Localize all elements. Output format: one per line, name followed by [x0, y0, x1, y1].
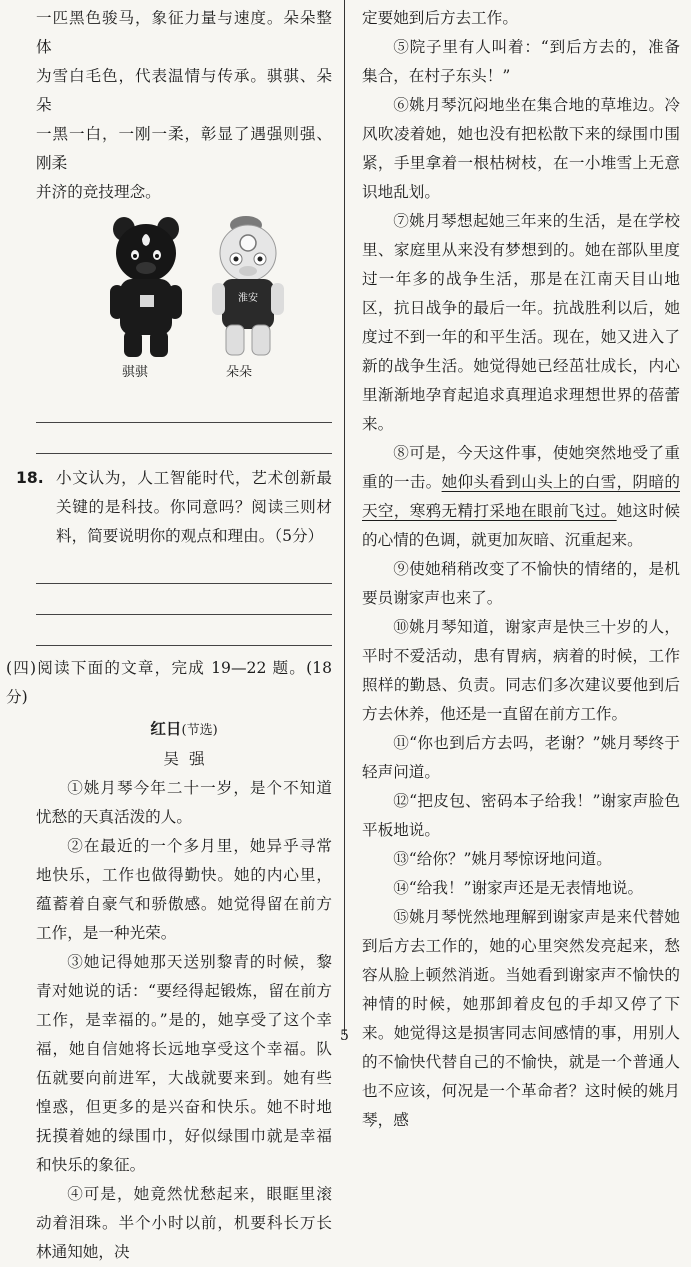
paragraph-4-continued: 定要她到后方去工作。	[362, 9, 518, 27]
mascot-shirt-text: 淮安	[238, 293, 258, 304]
paragraph-3: ③她记得她那天送别黎青的时候，黎青对她说的话：“要经得起锻炼，留在前方工作，是幸福的。”是的，她享受了这个幸福，她自信她将长远地享受这个幸福。队伍就要向前进军，大战就要来到。她有些惶惑，但更多的是兴奋和快乐。她不时地抚摸着她的绿围巾，好似绿围巾就是幸福和快乐的象征。	[36, 953, 332, 1174]
left-column	[6, 4, 332, 1267]
paragraph-14: ⑭“给我！”谢家声还是无表情地说。	[393, 879, 644, 897]
answer-lines-18	[36, 553, 332, 646]
question-18	[16, 464, 332, 551]
page-number: 5	[340, 1028, 349, 1044]
answer-line[interactable]	[36, 423, 332, 454]
paragraph-11: ⑪“你也到后方去吗，老谢？”姚月琴终于轻声问道。	[362, 734, 680, 781]
paragraph-1: ①姚月琴今年二十一岁，是个不知道忧愁的天真活泼的人。	[36, 779, 332, 826]
question-text: 小文认为，人工智能时代，艺术创新最关键的是科技。你同意吗？阅读三则材料，简要说明你的观点和理由。（5分）	[56, 469, 332, 545]
paragraph-4: ④可是，她竟然忧愁起来，眼眶里滚动着泪珠。半个小时以前，机要科长万长林通知她，决	[36, 1185, 332, 1261]
article-title	[36, 714, 332, 745]
paragraph-13: ⑬“给你？”姚月琴惊讶地问道。	[393, 850, 612, 868]
paragraph-9: ⑨使她稍稍改变了不愉快的情绪的，是机要员谢家声也来了。	[362, 560, 680, 607]
intro-line: 为雪白毛色，代表温情与传承。骐骐、朵朵	[36, 67, 332, 114]
article-title-note: (节选)	[181, 723, 218, 738]
paragraph-12: ⑫“把皮包、密码本子给我！”谢家声脸色平板地说。	[362, 792, 680, 839]
intro-line: 一匹黑色骏马，象征力量与速度。朵朵整体	[36, 9, 332, 56]
mascot-label-duoduo: 朵朵	[226, 365, 253, 380]
answer-line[interactable]	[36, 584, 332, 615]
article-author: 吴强	[163, 750, 215, 768]
underlined-sentence: 她仰头看到山头上的白雪，阴暗的天空，寒鸦无精打采地在眼前飞过。	[362, 473, 680, 520]
paragraph-8-start: ⑧可是，今天这件事，使她突然地受了重重的一击。	[362, 444, 680, 491]
paragraph-8-end: 她这时候的心情的色调，就更加灰暗、沉重起来。	[362, 502, 680, 549]
qiqi-mascot-image	[106, 215, 186, 360]
answer-line[interactable]	[36, 392, 332, 423]
paragraph-8	[362, 439, 680, 555]
paragraph-5: ⑤院子里有人叫着：“到后方去的，准备集合，在村子东头！”	[362, 38, 680, 85]
intro-line: 一黑一白，一刚一柔，彰显了遇强则强、刚柔	[36, 125, 332, 172]
intro-line: 并济的竞技理念。	[36, 183, 161, 201]
answer-line[interactable]	[36, 615, 332, 646]
section-heading: (四)阅读下面的文章，完成 19—22 题。(18 分)	[6, 659, 332, 706]
answer-lines-17	[36, 392, 332, 454]
answer-line[interactable]	[36, 553, 332, 584]
question-number: 18.	[16, 469, 44, 487]
right-column	[362, 4, 680, 1135]
mascot-figures	[36, 215, 332, 390]
paragraph-2: ②在最近的一个多月里，她异乎寻常地快乐，工作也做得勤快。她的内心里，蕴蓄着自豪气和骄傲感。她觉得留在前方工作，是一种光荣。	[36, 837, 332, 942]
column-divider	[344, 0, 345, 1035]
article-title-text: 红日	[150, 719, 182, 738]
paragraph-15: ⑮姚月琴恍然地理解到谢家声是来代替她到后方去工作的，她的心里突然发亮起来，愁容从脸上顿然消逝。当她看到谢家声不愉快的神情的时候，她那卸着皮包的手却又停了下来。她觉得这是损害同志间感情的事，用别人的不愉快代替自己的不愉快，就是一个普通人也不应该，何况是一个革命者？这时候的姚月琴，感	[362, 908, 680, 1129]
paragraph-10: ⑩姚月琴知道，谢家声是快三十岁的人，平时不爱活动，患有胃病，病着的时候，工作照样的勤恳、负责。同志们多次建议要他到后方去休养，他还是一直留在前方工作。	[362, 618, 680, 723]
paragraph-6: ⑥姚月琴沉闷地坐在集合地的草堆边。冷风吹凌着她，她也没有把松散下来的绿围巾围紧，手里拿着一根枯树枝，在一小堆雪上无意识地乱划。	[362, 96, 680, 201]
duoduo-mascot-image	[208, 215, 288, 360]
mascot-label-qiqi: 骐骐	[122, 365, 149, 380]
paragraph-7: ⑦姚月琴想起她三年来的生活，是在学校里、家庭里从来没有梦想到的。她在部队里度过一年多的战争生活，那是在江南天目山地区，抗日战争的最后一年。抗战胜利以后，她度过不到一年的和平生活。现在，她又进入了新的战争生活。她觉得她已经茁壮成长，内心里渐渐地孕育起追求真理追求理想世界的蓓蕾来。	[362, 212, 680, 433]
